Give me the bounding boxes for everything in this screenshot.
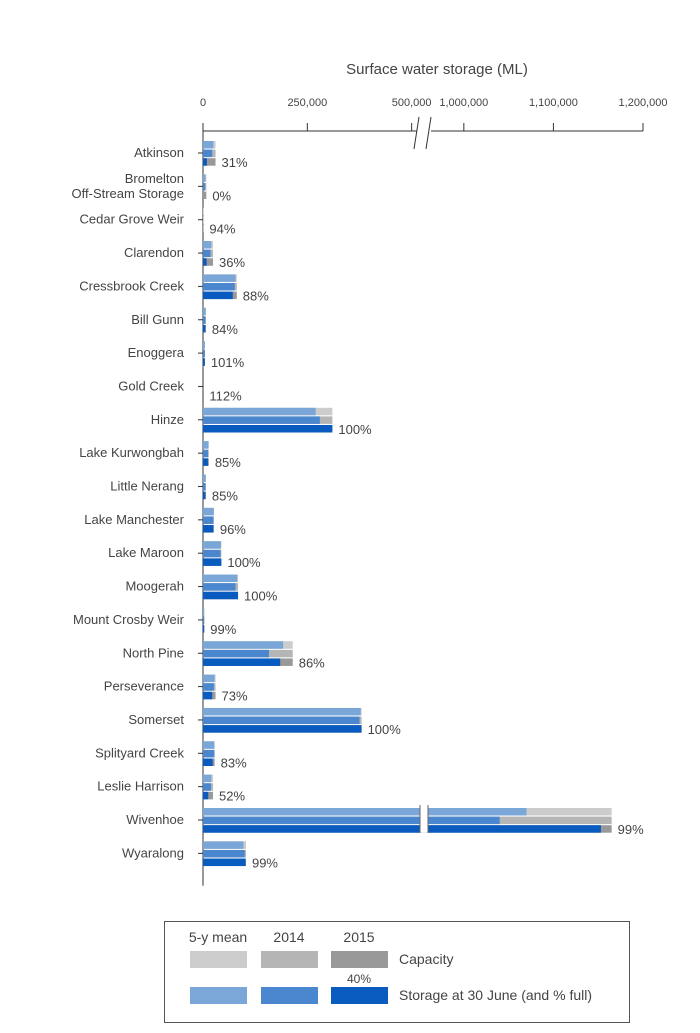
storage-bar-2014 <box>203 483 206 491</box>
category-label: Moogerah <box>125 578 184 594</box>
storage-bar-2014 <box>203 416 320 424</box>
percent-full-label: 88% <box>242 288 269 304</box>
category-label: Clarendon <box>124 245 184 261</box>
category-label: Atkinson <box>134 145 184 160</box>
storage-bar-5y-mean <box>203 808 527 816</box>
category-label: Bromelton <box>124 170 184 186</box>
percent-full-label: 83% <box>220 755 247 771</box>
category-label: Lake Manchester <box>84 511 184 527</box>
storage-bar-2015 <box>203 458 208 466</box>
storage-bar-5y-mean <box>203 708 361 716</box>
storage-bar-2015 <box>203 325 205 333</box>
percent-full-label: 0% <box>212 188 232 204</box>
category-label: Mount Crosby Weir <box>72 611 184 627</box>
storage-bar-2015 <box>203 825 601 833</box>
category-label: Hinze <box>150 411 184 427</box>
storage-bar-2015 <box>203 425 332 433</box>
category-label: Lake Maroon <box>108 545 184 561</box>
storage-bar-2015 <box>203 258 207 266</box>
storage-bar-2014 <box>203 183 205 191</box>
legend-header-2015: 2015 <box>343 929 375 945</box>
category-label: Cressbrook Creek <box>79 278 184 294</box>
storage-bar-2014 <box>203 150 212 158</box>
percent-full-label: 31% <box>221 155 248 170</box>
percent-full-label: 85% <box>214 455 241 471</box>
axis-break-mark <box>414 117 419 149</box>
storage-bar-2014 <box>203 750 214 758</box>
legend-capacity-label: Capacity <box>399 951 454 967</box>
storage-bar-5y-mean <box>203 441 208 449</box>
percent-full-label: 85% <box>211 488 238 504</box>
percent-full-label: 84% <box>211 321 238 337</box>
legend <box>165 922 630 1023</box>
storage-bar-5y-mean <box>203 675 215 683</box>
storage-bar-2014 <box>203 850 245 858</box>
storage-bar-2015 <box>203 725 362 733</box>
category-label: Off-Stream Storage <box>71 185 184 201</box>
category-label: Lake Kurwongbah <box>79 445 184 461</box>
legend-swatch-capacity-5y-mean <box>190 951 247 968</box>
storage-bar-5y-mean <box>203 641 283 649</box>
storage-bar-2014 <box>203 516 213 524</box>
category-label: Enoggera <box>127 345 184 361</box>
storage-bar-2014 <box>203 683 214 691</box>
category-labels <box>72 145 645 870</box>
category-label: Somerset <box>128 711 184 727</box>
x-tick-label: 1,100,000 <box>528 97 578 109</box>
storage-bar-5y-mean <box>203 541 221 549</box>
percent-full-label: 73% <box>221 688 248 704</box>
legend-example-percent: 40% <box>346 972 372 986</box>
percent-full-label: 100% <box>338 421 372 437</box>
percent-full-label: 52% <box>219 788 246 804</box>
percent-full-label: 100% <box>227 555 261 571</box>
storage-bar-2014 <box>203 283 235 291</box>
axis-break-gap <box>421 805 428 833</box>
storage-bar-5y-mean <box>203 575 237 583</box>
x-tick-label: 250,000 <box>287 97 328 109</box>
storage-bar-5y-mean <box>203 508 214 515</box>
x-tick-label: 500,000 <box>391 97 432 109</box>
category-label: Little Nerang <box>110 478 184 494</box>
storage-bar-5y-mean <box>203 408 316 416</box>
storage-bar-2014 <box>203 450 208 458</box>
storage-bar-2014 <box>203 783 211 791</box>
storage-bar-5y-mean <box>203 775 211 783</box>
legend-swatch-storage-2014 <box>261 987 318 1004</box>
category-label: Splityard Creek <box>95 745 184 761</box>
storage-bar-2015 <box>203 658 280 666</box>
storage-bar-2014 <box>203 250 211 258</box>
percent-full-label: 94% <box>209 221 236 237</box>
storage-bar-5y-mean <box>203 308 206 316</box>
legend-swatch-storage-2015 <box>331 987 388 1004</box>
percent-full-label: 112% <box>209 388 242 404</box>
percent-full-label: 36% <box>219 255 246 271</box>
category-label: Leslie Harrison <box>97 778 184 794</box>
storage-bar-2015 <box>203 292 233 300</box>
x-tick-label: 1,000,000 <box>439 97 489 109</box>
storage-bar-2014 <box>203 817 500 825</box>
storage-bar-5y-mean <box>203 475 206 483</box>
storage-bar-5y-mean <box>203 141 213 149</box>
storage-bar-2014 <box>203 717 359 725</box>
category-label: Wyaralong <box>121 845 184 861</box>
x-tick-label: 0 <box>199 97 207 109</box>
storage-bar-2015 <box>203 158 207 166</box>
legend-swatch-storage-5y-mean <box>190 987 247 1004</box>
storage-bar-2014 <box>203 350 205 358</box>
storage-bar-2015 <box>203 692 212 700</box>
storage-bar-2014 <box>203 316 206 324</box>
storage-bar-5y-mean <box>203 608 204 616</box>
capacity-bar-2015 <box>203 192 206 200</box>
bars <box>203 136 612 878</box>
category-label: Bill Gunn <box>131 311 184 327</box>
storage-bar-5y-mean <box>203 841 243 849</box>
legend-swatch-capacity-2015 <box>331 951 388 968</box>
storage-bar-2015 <box>203 558 221 566</box>
storage-bar-5y-mean <box>203 241 211 249</box>
legend-storage-label: Storage at 30 June (and % full) <box>399 987 593 1003</box>
legend-header-2014: 2014 <box>273 929 305 945</box>
category-label: Cedar Grove Weir <box>79 211 184 227</box>
category-label: North Pine <box>122 645 184 661</box>
percent-full-label: 100% <box>367 721 401 737</box>
storage-bar-2014 <box>203 550 221 558</box>
category-label: Gold Creek <box>118 378 184 394</box>
break-placeholder <box>421 136 427 878</box>
percent-full-label: 99% <box>617 822 644 837</box>
percent-full-label: 99% <box>251 855 279 871</box>
x-tick-label: 1,200,000 <box>618 97 668 109</box>
storage-bar-2015 <box>203 592 238 600</box>
percent-full-label: 100% <box>244 588 278 604</box>
storage-bar-2014 <box>203 583 236 591</box>
category-label: Wivenhoe <box>126 812 184 827</box>
storage-bar-2015 <box>203 792 208 800</box>
percent-full-label: 86% <box>298 655 325 671</box>
storage-bar-2015 <box>203 492 205 500</box>
storage-bar-5y-mean <box>203 341 205 349</box>
axis-break-mark <box>426 117 431 149</box>
percent-full-label: 101% <box>210 355 245 371</box>
storage-bar-2015 <box>203 759 213 767</box>
percent-full-label: 96% <box>219 521 246 537</box>
storage-bar-5y-mean <box>203 174 206 182</box>
storage-bar-2015 <box>203 625 204 633</box>
storage-bar-5y-mean <box>203 741 214 749</box>
storage-bar-2015 <box>203 859 246 867</box>
legend-header-5y-mean: 5-y mean <box>188 929 248 945</box>
storage-bar-2015 <box>203 525 213 533</box>
storage-bar-2014 <box>203 650 269 658</box>
x-axis <box>198 97 667 886</box>
storage-bar-2015 <box>203 358 205 366</box>
percent-full-label: 99% <box>210 621 237 637</box>
chart-title: Surface water storage (ML) <box>346 61 528 78</box>
storage-bar-5y-mean <box>203 274 236 282</box>
category-label: Perseverance <box>103 678 184 694</box>
legend-swatch-capacity-2014 <box>261 951 318 968</box>
storage-bar-2014 <box>203 617 204 625</box>
